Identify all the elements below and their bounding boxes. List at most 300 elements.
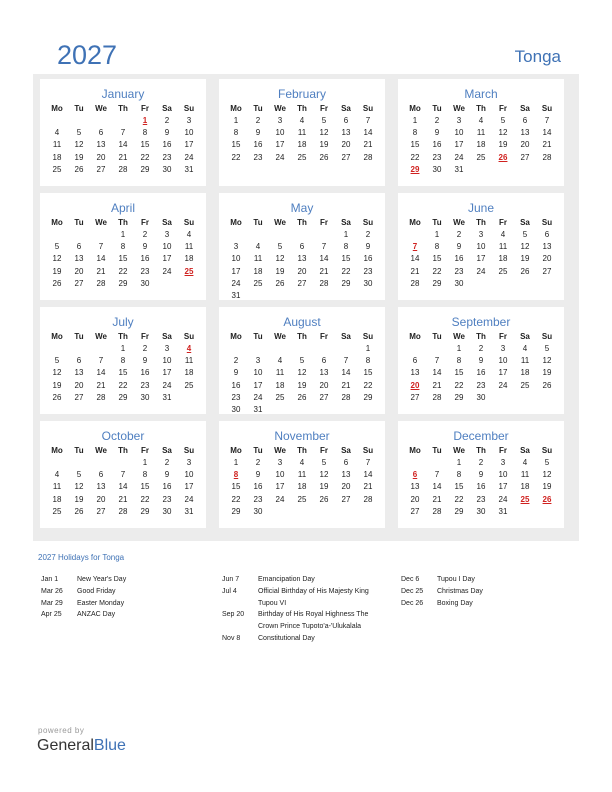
weekday-label: Sa [341,218,351,227]
day-cell: 12 [297,368,307,378]
day-grid [225,343,379,416]
day-cell: 16 [363,254,373,264]
holiday-name: Tupou I Day [437,576,475,583]
day-cell: 10 [184,128,194,138]
day-cell: 12 [275,254,285,264]
day-cell: 19 [74,494,84,504]
day-cell: 1 [365,344,371,353]
day-cell: 28 [319,278,329,288]
day-cell: 14 [432,482,442,492]
day-cell: 24 [454,152,464,162]
day-cell: 9 [142,356,148,366]
weekday-label: Su [362,446,374,455]
day-cell: 14 [363,470,373,480]
day-cell: 3 [500,344,506,353]
empty-cell [90,229,112,241]
day-cell: 27 [74,392,84,402]
empty-cell [68,229,90,241]
weekday-label: Sa [341,446,351,455]
day-cell: 24 [231,278,241,288]
day-cell: 2 [478,458,484,467]
day-cell: 31 [498,506,508,516]
weekday-label: Tu [253,332,263,341]
day-cell: 18 [52,152,62,162]
day-cell: 21 [363,482,373,492]
day-cell: 14 [319,254,329,264]
day-cell: 28 [118,506,128,516]
day-cell: 23 [140,266,150,276]
empty-cell [426,457,448,469]
day-cell: 9 [142,242,148,252]
day-cell: 6 [321,356,327,366]
weekday-header [404,103,558,115]
generalblue-logo[interactable] [37,737,126,755]
day-cell: 7 [120,128,126,138]
day-cell: 31 [184,506,194,516]
day-cell: 24 [476,266,486,276]
weekday-label: Th [297,218,307,227]
day-cell: 23 [476,380,486,390]
month-card [40,79,206,186]
day-cell: 24 [275,152,285,162]
day-cell: 1 [412,116,418,125]
weekday-label: Tu [253,218,263,227]
day-cell: 13 [520,128,530,138]
day-cell: 11 [184,356,194,366]
day-cell: 12 [319,128,329,138]
month-card [219,79,385,186]
day-cell: 10 [476,242,486,252]
weekday-label: We [95,104,107,113]
day-cell: 12 [498,128,508,138]
empty-cell [46,115,68,127]
weekday-header [225,103,379,115]
day-cell: 24 [275,494,285,504]
day-cell: 19 [52,380,62,390]
day-cell: 26 [542,380,552,390]
empty-cell [404,229,426,241]
day-cell: 30 [363,278,373,288]
day-cell: 24 [498,380,508,390]
day-cell: 15 [231,482,241,492]
holiday-date: Apr 25 [41,611,62,619]
day-cell: 11 [520,356,530,366]
day-cell: 10 [454,128,464,138]
day-cell: 20 [341,482,351,492]
holiday-item [41,598,201,610]
day-cell: 25 [184,380,194,390]
day-cell: 22 [231,152,241,162]
weekday-label: Sa [520,332,530,341]
day-cell: 15 [341,254,351,264]
day-cell: 10 [162,356,172,366]
weekday-label: Sa [162,104,172,113]
day-cell: 25 [52,506,62,516]
day-cell: 29 [140,164,150,174]
day-cell: 12 [520,242,530,252]
holiday-day: 4 [186,344,192,353]
weekday-label: Fr [499,104,507,113]
day-cell: 3 [164,344,170,353]
day-cell: 3 [277,458,283,467]
weekday-label: Th [297,332,307,341]
day-cell: 19 [498,140,508,150]
weekday-label: Th [297,446,307,455]
weekday-label: Tu [432,218,442,227]
weekday-label: Su [362,218,374,227]
day-cell: 2 [255,458,261,467]
day-cell: 10 [253,368,263,378]
day-cell: 8 [233,128,239,138]
weekday-header [46,331,200,343]
day-grid [46,115,200,176]
empty-cell [112,457,134,469]
year-title: 2027 [57,40,118,70]
holiday-item [41,609,201,621]
day-cell: 19 [52,266,62,276]
day-grid [46,343,200,404]
weekday-label: Mo [230,218,242,227]
day-cell: 21 [542,140,552,150]
day-cell: 23 [363,266,373,276]
day-cell: 20 [341,140,351,150]
day-cell: 12 [74,482,84,492]
day-cell: 27 [341,152,351,162]
day-cell: 7 [98,356,104,366]
day-cell: 13 [74,368,84,378]
day-cell: 25 [253,278,263,288]
day-cell: 27 [410,392,420,402]
day-cell: 10 [275,128,285,138]
day-cell: 8 [412,128,418,138]
powered-by-text: powered by [38,726,85,735]
day-cell: 14 [96,254,106,264]
day-cell: 27 [297,278,307,288]
weekday-label: We [274,218,286,227]
day-cell: 2 [142,230,148,239]
weekday-label: Su [183,218,195,227]
holiday-day: 25 [184,266,194,276]
day-cell: 6 [76,356,82,366]
day-cell: 2 [255,116,261,125]
day-cell: 7 [98,242,104,252]
month-card [398,307,564,414]
weekday-header [225,217,379,229]
day-grid [404,115,558,176]
day-cell: 11 [275,368,285,378]
day-cell: 29 [341,278,351,288]
day-cell: 26 [52,278,62,288]
weekday-label: Th [476,446,486,455]
weekday-header [225,331,379,343]
empty-cell [225,343,247,355]
day-cell: 9 [233,368,239,378]
day-cell: 17 [498,482,508,492]
weekday-label: We [453,332,465,341]
day-cell: 7 [434,470,440,480]
day-cell: 4 [500,230,506,239]
day-cell: 15 [432,254,442,264]
empty-cell [46,457,68,469]
day-cell: 7 [120,470,126,480]
day-cell: 1 [120,344,126,353]
weekday-label: Su [541,104,553,113]
day-cell: 4 [255,242,261,252]
holiday-name: Easter Monday [77,599,125,607]
day-cell: 15 [454,482,464,492]
day-cell: 13 [96,482,106,492]
weekday-label: Fr [320,446,328,455]
day-cell: 11 [476,128,486,138]
day-cell: 2 [365,230,371,239]
day-cell: 21 [341,380,351,390]
day-cell: 13 [96,140,106,150]
month-name: October [101,429,145,443]
empty-cell [90,457,112,469]
day-cell: 9 [478,470,484,480]
weekday-label: Mo [51,446,63,455]
day-cell: 31 [231,290,241,300]
day-cell: 23 [162,494,172,504]
day-cell: 6 [343,116,349,125]
holiday-item [41,586,201,598]
day-cell: 6 [98,128,104,138]
day-cell: 14 [118,482,128,492]
day-cell: 29 [118,278,128,288]
day-cell: 12 [52,368,62,378]
month-name: June [467,201,495,215]
holiday-name: New Year's Day [77,576,127,583]
day-cell: 9 [434,128,440,138]
weekday-label: Tu [432,332,442,341]
day-cell: 8 [456,356,462,366]
empty-cell [313,229,335,241]
weekday-label: Su [362,332,374,341]
day-cell: 5 [321,116,327,125]
day-cell: 23 [432,152,442,162]
day-cell: 31 [184,164,194,174]
day-cell: 21 [410,266,420,276]
weekday-label: Tu [74,332,84,341]
day-cell: 3 [478,230,484,239]
weekday-label: Th [118,218,128,227]
day-cell: 20 [319,380,329,390]
day-cell: 27 [520,152,530,162]
day-cell: 21 [96,266,106,276]
empty-cell [269,229,291,241]
holiday-day: 6 [412,470,418,480]
day-cell: 1 [343,230,349,239]
day-cell: 20 [297,266,307,276]
day-cell: 24 [184,152,194,162]
empty-cell [269,343,291,355]
day-cell: 29 [454,392,464,402]
weekday-label: Fr [499,332,507,341]
holidays-title: 2027 Holidays for Tonga [38,553,125,562]
weekday-label: Sa [162,446,172,455]
day-cell: 22 [454,494,464,504]
day-cell: 27 [96,506,106,516]
day-cell: 18 [520,368,530,378]
day-cell: 6 [76,242,82,252]
month-name: August [283,315,321,329]
month-card [40,421,206,528]
weekday-header [404,331,558,343]
day-cell: 14 [96,368,106,378]
day-cell: 15 [140,140,150,150]
day-cell: 22 [118,266,128,276]
day-cell: 13 [410,482,420,492]
day-cell: 6 [412,356,418,366]
day-cell: 28 [118,164,128,174]
day-cell: 14 [341,368,351,378]
day-cell: 19 [74,152,84,162]
day-cell: 19 [275,266,285,276]
day-cell: 27 [74,278,84,288]
holiday-date: Jan 1 [41,576,59,583]
holiday-date: Jul 4 [222,587,237,595]
day-cell: 16 [253,140,263,150]
weekday-label: Tu [253,104,263,113]
day-cell: 10 [275,470,285,480]
weekday-label: Fr [320,218,328,227]
weekday-label: Fr [141,332,149,341]
day-cell: 1 [434,230,440,239]
day-cell: 23 [231,392,241,402]
day-cell: 17 [275,140,285,150]
day-cell: 18 [297,140,307,150]
weekday-label: Sa [520,104,530,113]
day-cell: 13 [341,128,351,138]
empty-cell [68,115,90,127]
day-cell: 30 [476,392,486,402]
day-cell: 27 [319,392,329,402]
weekday-label: Tu [74,446,84,455]
day-cell: 30 [140,278,150,288]
day-cell: 4 [522,344,528,353]
month-card [398,79,564,186]
day-cell: 17 [454,140,464,150]
weekday-label: We [95,218,107,227]
day-cell: 17 [184,482,194,492]
holiday-day: 20 [410,380,420,390]
day-cell: 25 [297,152,307,162]
day-cell: 3 [500,458,506,467]
day-cell: 20 [74,266,84,276]
day-cell: 25 [297,494,307,504]
day-cell: 20 [410,494,420,504]
weekday-label: Tu [432,446,442,455]
day-cell: 15 [363,368,373,378]
day-cell: 29 [118,392,128,402]
day-cell: 19 [297,380,307,390]
day-grid [46,457,200,518]
weekday-label: We [95,446,107,455]
day-cell: 1 [456,344,462,353]
day-cell: 9 [456,242,462,252]
day-cell: 18 [476,140,486,150]
day-cell: 30 [162,164,172,174]
day-cell: 4 [299,458,305,467]
weekday-label: Mo [51,104,63,113]
empty-cell [404,343,426,355]
day-cell: 6 [522,116,528,125]
holiday-name: ANZAC Day [77,611,116,619]
day-cell: 17 [476,254,486,264]
empty-cell [90,343,112,355]
day-cell: 22 [410,152,420,162]
holiday-name: Boxing Day [437,599,473,607]
month-name: December [453,429,509,443]
day-cell: 13 [410,368,420,378]
day-cell: 22 [231,494,241,504]
weekday-label: Fr [141,104,149,113]
holiday-item [222,609,392,633]
weekday-label: Th [476,104,486,113]
day-cell: 2 [434,116,440,125]
month-card [40,307,206,414]
day-cell: 8 [142,128,148,138]
day-grid [404,229,558,290]
empty-cell [313,343,335,355]
empty-cell [335,343,357,355]
weekday-label: Mo [409,446,421,455]
day-cell: 30 [140,392,150,402]
weekday-label: Su [183,332,195,341]
day-cell: 2 [164,458,170,467]
day-cell: 4 [54,128,60,138]
day-cell: 25 [520,380,530,390]
day-cell: 5 [321,458,327,467]
day-cell: 8 [434,242,440,252]
day-cell: 5 [544,458,550,467]
day-cell: 18 [253,266,263,276]
day-cell: 11 [498,242,508,252]
day-cell: 22 [454,380,464,390]
weekday-label: Su [541,332,553,341]
day-cell: 22 [341,266,351,276]
day-cell: 18 [52,494,62,504]
weekday-label: Tu [253,446,263,455]
day-cell: 3 [186,458,192,467]
day-cell: 23 [253,494,263,504]
holiday-column-3 [401,574,561,609]
day-cell: 22 [432,266,442,276]
weekday-label: Su [541,218,553,227]
weekday-label: Su [183,104,195,113]
day-cell: 25 [52,164,62,174]
day-cell: 14 [118,140,128,150]
day-cell: 14 [542,128,552,138]
month-name: January [101,87,145,101]
day-cell: 27 [341,494,351,504]
day-cell: 6 [544,230,550,239]
day-cell: 16 [476,482,486,492]
day-cell: 26 [520,266,530,276]
day-cell: 3 [186,116,192,125]
weekday-header [46,445,200,457]
day-cell: 21 [96,380,106,390]
months-grid [40,79,572,528]
day-cell: 9 [164,128,170,138]
holiday-day: 1 [142,116,148,125]
month-name: May [290,201,314,215]
weekday-label: We [453,104,465,113]
day-cell: 8 [343,242,349,252]
day-cell: 1 [233,458,239,467]
day-cell: 3 [164,230,170,239]
day-cell: 4 [277,356,283,366]
